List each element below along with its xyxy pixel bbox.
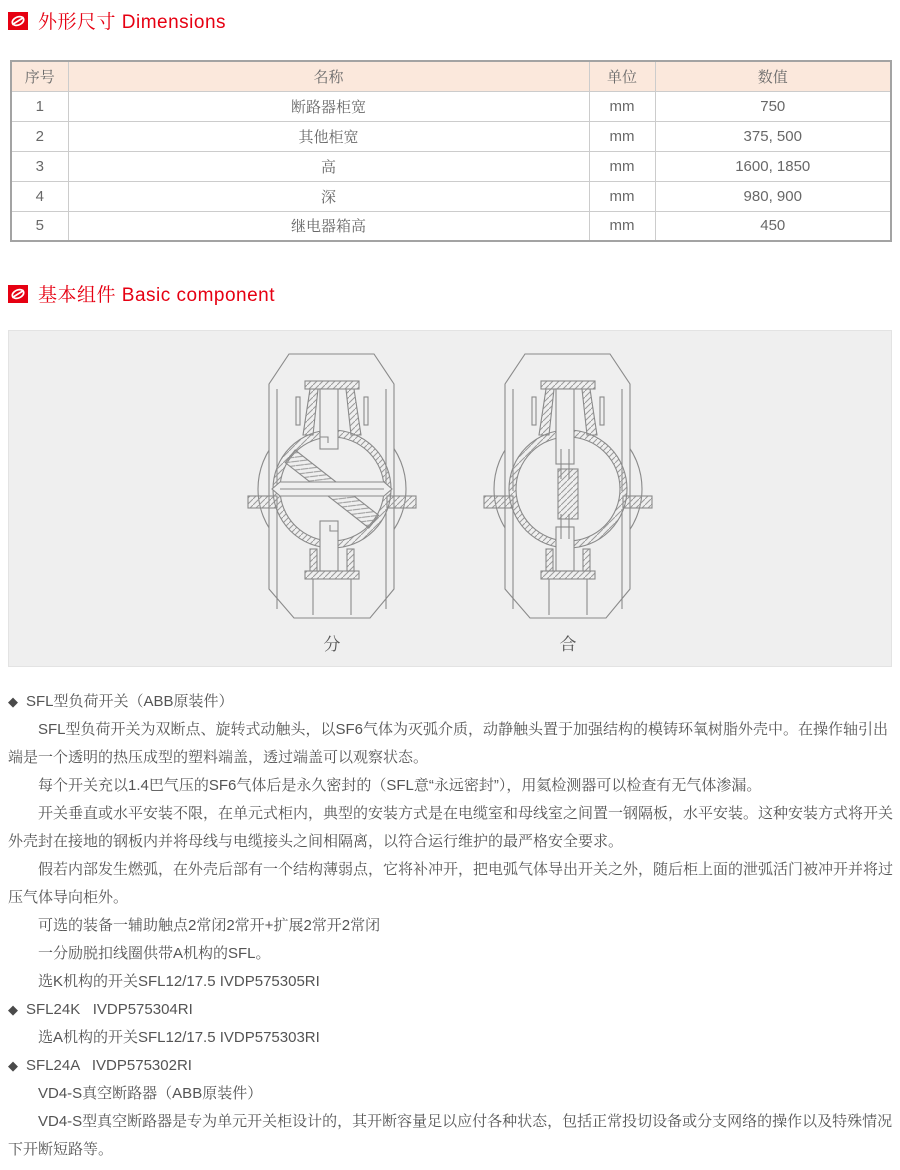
section-title: 基本组件 Basic component	[38, 285, 276, 306]
text-line: 选A机构的开关SFL12/17.5 IVDP575303RI	[38, 1029, 320, 1046]
brand-logo-icon	[8, 285, 28, 303]
text-line: VD4-S真空断路器（ABB原装件）	[38, 1085, 263, 1102]
diamond-bullet-icon: ◆	[8, 1058, 18, 1073]
col-header-value: 数值	[655, 61, 891, 91]
table-cell: 980, 900	[655, 181, 891, 211]
table-cell: 深	[68, 181, 589, 211]
switch-closed-figure	[483, 331, 653, 666]
text-line: 每个开关充以1.4巴气压的SF6气体后是永久密封的（SFL意“永远密封”），用氦检测器可以检查有无气体渗漏。	[38, 777, 762, 794]
table-cell: 3	[11, 151, 68, 181]
table-row	[11, 151, 891, 181]
table-cell: 450	[655, 211, 891, 241]
table-cell: mm	[589, 181, 655, 211]
table-cell: 5	[11, 211, 68, 241]
diamond-bullet-icon: ◆	[8, 1002, 18, 1017]
dimensions-table-head	[11, 61, 891, 91]
open-state-label: 分	[323, 635, 341, 654]
dimensions-table-body	[11, 91, 891, 241]
content-blocks	[8, 688, 894, 1164]
table-row	[11, 121, 891, 151]
text-line: 一分励脱扣线圈供带A机构的SFL。	[38, 945, 271, 962]
text-line: 开关垂直或水平安装不限，在单元式柜内，典型的安装方式是在电缆室和母线室之间置一钢隔板，水平安装。这种安装方式将开关外壳封在接地的钢板内并将母线与电缆接头之间相隔离，以符合运行维护的最严格安全要求。	[8, 805, 894, 850]
table-cell: 断路器柜宽	[68, 91, 589, 121]
table-cell: mm	[589, 91, 655, 121]
table-cell: 375, 500	[655, 121, 891, 151]
col-header-unit: 单位	[589, 61, 655, 91]
table-cell: 1600, 1850	[655, 151, 891, 181]
table-cell: 继电器箱高	[68, 211, 589, 241]
switch-open-drawing	[247, 331, 417, 626]
bullet-item: ◆ SFL24K IVDP575304RI	[8, 1001, 193, 1018]
text-line: SFL型负荷开关为双断点、旋转式动触头，以SF6气体为灭弧介质，动静触头置于加强结构的模铸环氧树脂外壳中。在操作轴引出端是一个透明的热压成型的塑料端盖，透过端盖可以观察状态。	[8, 721, 889, 766]
text-line: 可选的装备一辅助触点2常闭2常开+扩展2常开2常闭	[38, 917, 381, 934]
bullet-item: ◆ SFL型负荷开关（ABB原装件）	[8, 693, 234, 710]
bullet-item: ◆ SFL24A IVDP575302RI	[8, 1057, 192, 1074]
brand-logo-icon	[8, 12, 28, 30]
table-cell: mm	[589, 151, 655, 181]
table-cell: 高	[68, 151, 589, 181]
col-header-no: 序号	[11, 61, 68, 91]
table-row	[11, 211, 891, 241]
table-cell: 其他柜宽	[68, 121, 589, 151]
table-row	[11, 91, 891, 121]
table-cell: mm	[589, 211, 655, 241]
table-row	[11, 181, 891, 211]
col-header-name: 名称	[68, 61, 589, 91]
switch-open-figure	[247, 331, 417, 666]
section-title: 外形尺寸 Dimensions	[38, 12, 227, 33]
table-cell: 2	[11, 121, 68, 151]
table-cell: mm	[589, 121, 655, 151]
text-line: 假若内部发生燃弧，在外壳后部有一个结构薄弱点，它将补冲开，把电弧气体导出开关之外，随后柜上面的泄弧活门被冲开并将过压气体导向柜外。	[8, 861, 894, 906]
section-header-dimensions	[8, 7, 226, 34]
dimensions-table	[10, 60, 892, 242]
table-cell: 4	[11, 181, 68, 211]
closed-state-label: 合	[559, 635, 577, 654]
basic-component-diagram-panel	[8, 330, 892, 667]
table-cell: 750	[655, 91, 891, 121]
table-cell: 1	[11, 91, 68, 121]
section-header-basic-component	[8, 280, 275, 307]
diamond-bullet-icon: ◆	[8, 694, 18, 709]
text-line: 选K机构的开关SFL12/17.5 IVDP575305RI	[38, 973, 320, 990]
table-header-row	[11, 61, 891, 91]
switch-closed-drawing	[483, 331, 653, 626]
text-line: VD4-S型真空断路器是专为单元开关柜设计的，其开断容量足以应付各种状态，包括正常投切设备或分支网络的操作以及特殊情况下开断短路等。	[8, 1113, 893, 1158]
